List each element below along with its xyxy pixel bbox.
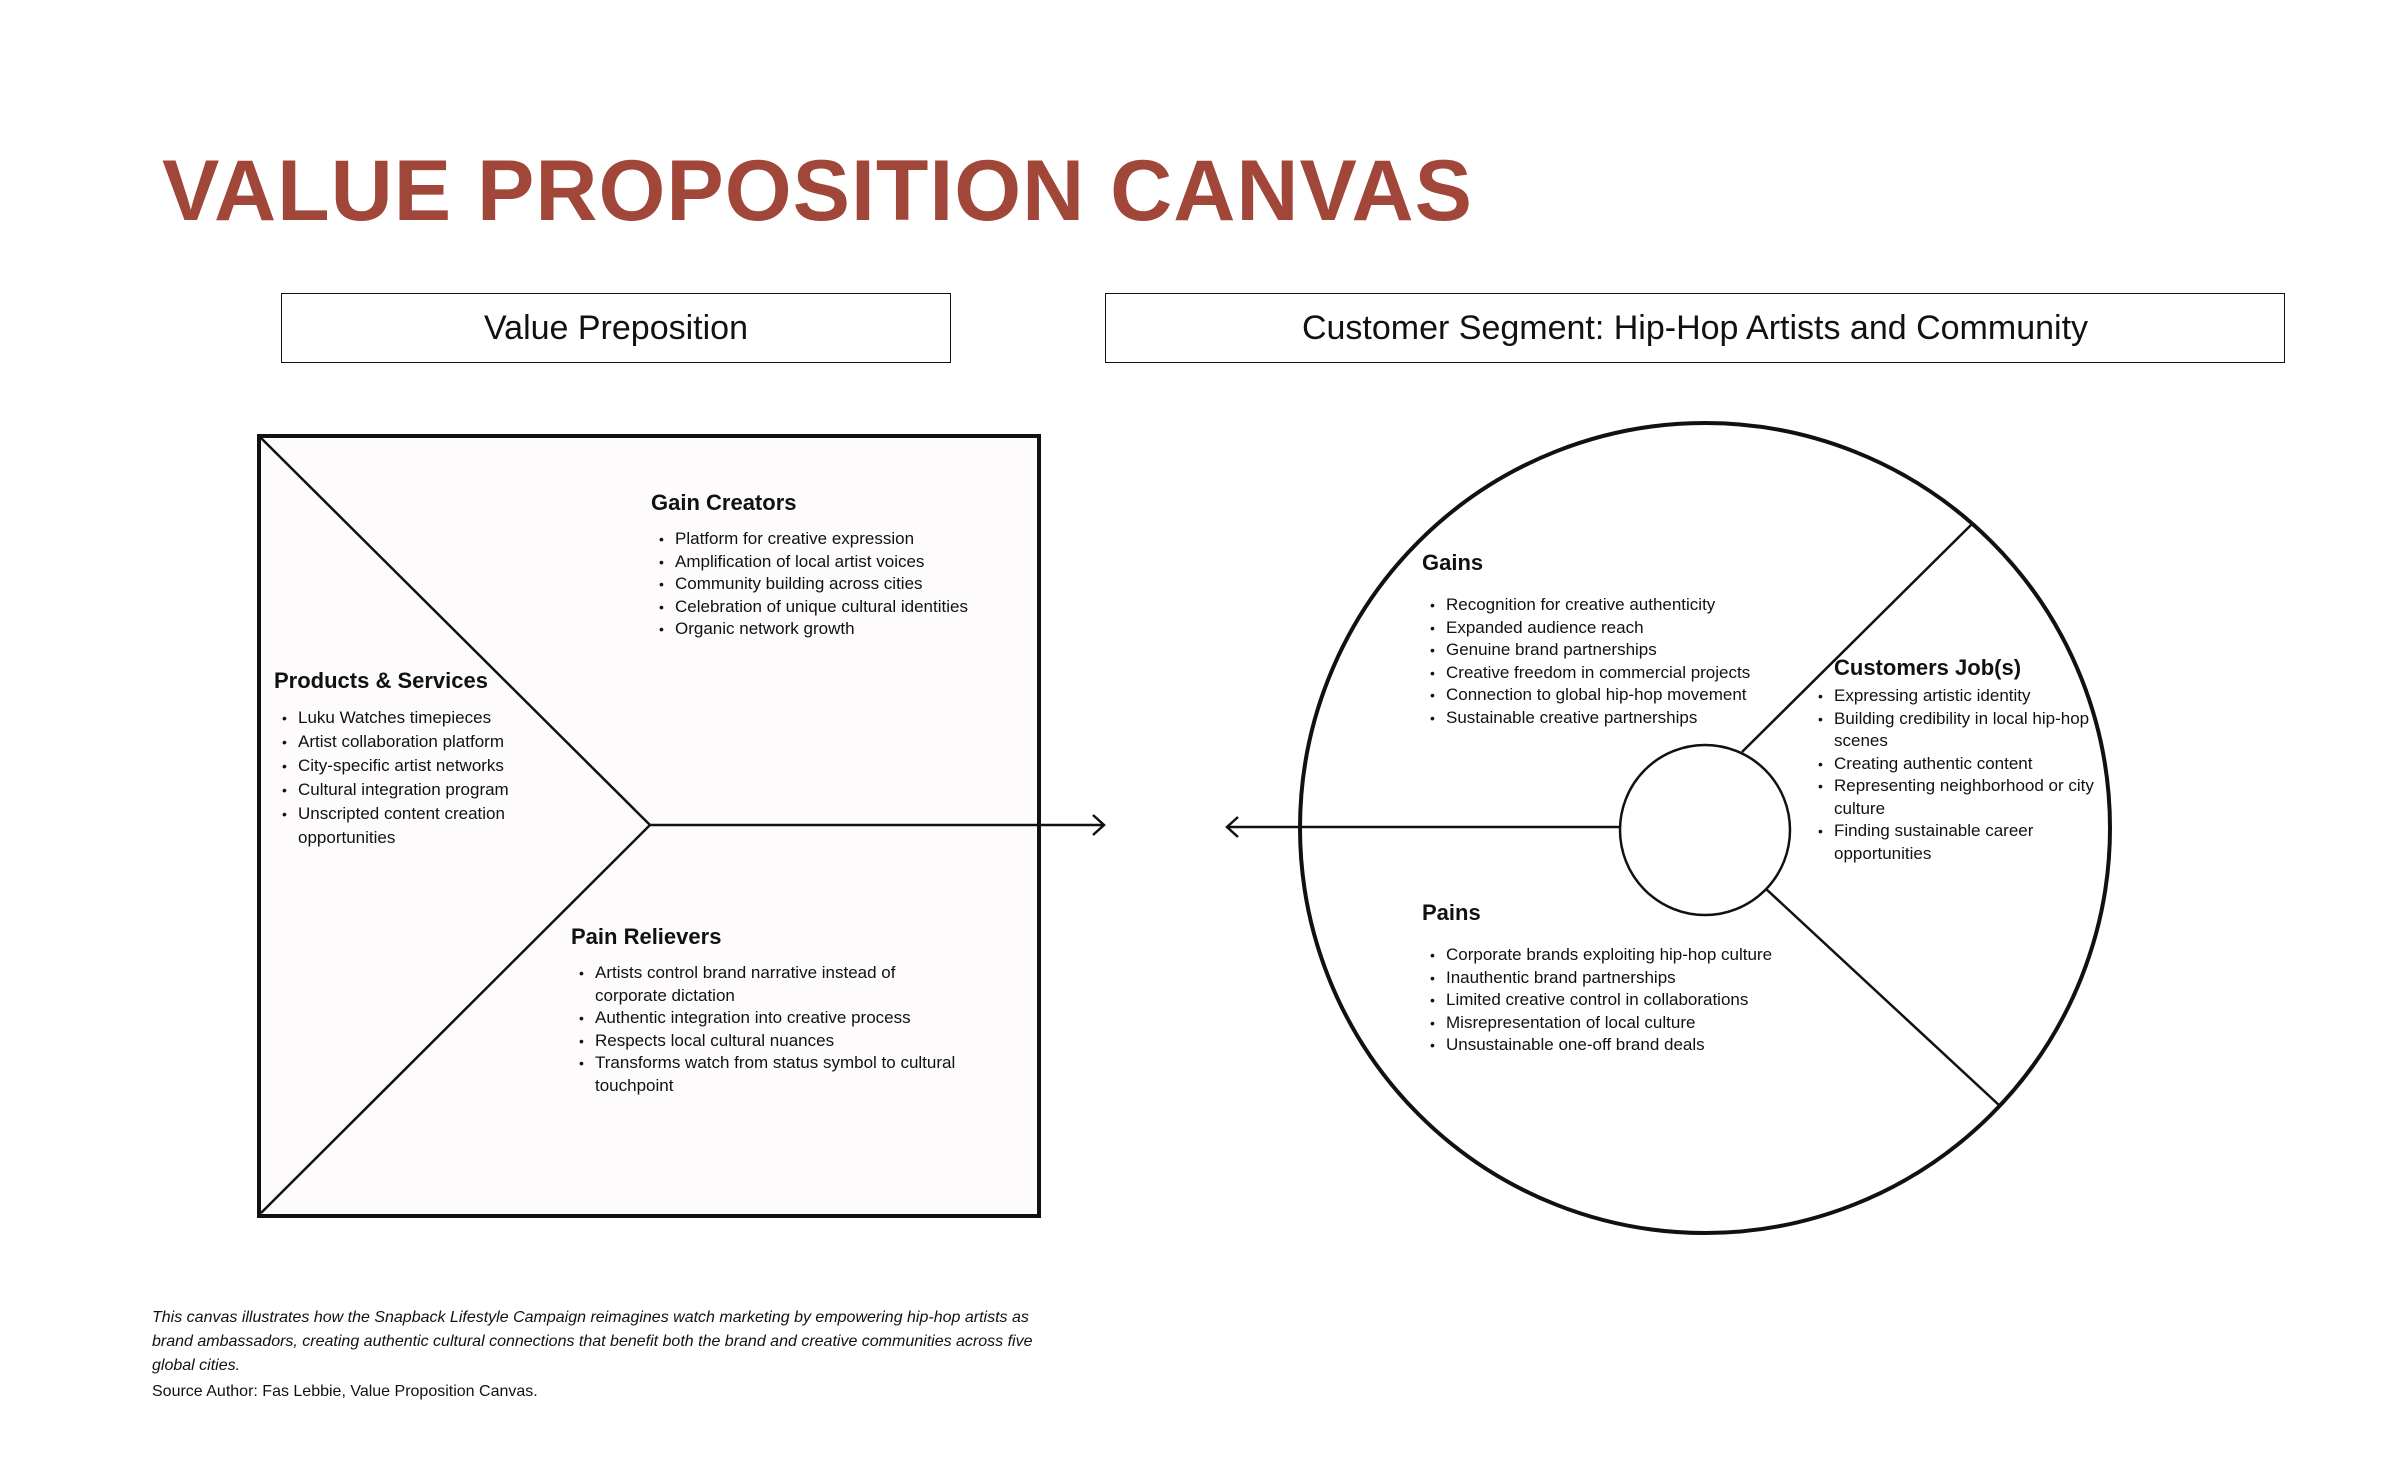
products-services-heading: Products & Services [274, 668, 488, 693]
gain-creators-heading: Gain Creators [651, 490, 797, 515]
gain-creators-section [651, 490, 971, 641]
gains-list [1422, 594, 1822, 729]
pain-relievers-section [571, 924, 971, 1097]
list-item: • Celebration of unique cultural identities [675, 596, 971, 619]
inner-circle [1620, 745, 1790, 915]
list-item: • Luku Watches timepieces [298, 706, 574, 730]
products-services-list [274, 706, 574, 850]
pains-list [1422, 944, 1842, 1057]
list-item: • Sustainable creative partnerships [1446, 707, 1822, 730]
list-item: • Creating authentic content [1834, 753, 2100, 776]
list-item: • Cultural integration program [298, 778, 574, 802]
pains-heading: Pains [1422, 900, 1481, 925]
gains-heading: Gains [1422, 550, 1484, 575]
list-item: • Building credibility in local hip-hop scenes [1834, 708, 2100, 753]
gain-creators-list [651, 528, 971, 641]
list-item: • Expressing artistic identity [1834, 685, 2100, 708]
list-item: • Misrepresentation of local culture [1446, 1012, 1842, 1035]
list-item: • Amplification of local artist voices [675, 551, 971, 574]
list-item: • Transforms watch from status symbol to cultural touchpoint [595, 1052, 971, 1097]
list-item: • Creative freedom in commercial projects [1446, 662, 1822, 685]
customer-jobs-heading: Customers Job(s) [1834, 655, 2022, 680]
list-item: • Artist collaboration platform [298, 730, 574, 754]
value-proposition-header-label: Value Preposition [484, 308, 748, 347]
list-item: • City-specific artist networks [298, 754, 574, 778]
pain-relievers-list [571, 962, 971, 1097]
list-item: • Limited creative control in collaborations [1446, 989, 1842, 1012]
list-item: • Inauthentic brand partnerships [1446, 967, 1842, 990]
source-credit: Source Author: Fas Lebbie, Value Proposition Canvas. [152, 1383, 538, 1400]
list-item: • Representing neighborhood or city culture [1834, 775, 2100, 820]
customer-jobs-list [1810, 685, 2100, 865]
list-item: • Community building across cities [675, 573, 971, 596]
list-item: • Expanded audience reach [1446, 617, 1822, 640]
list-item: • Unscripted content creation opportunities [298, 802, 574, 850]
list-item: • Platform for creative expression [675, 528, 971, 551]
caption-text: This canvas illustrates how the Snapback Lifestyle Campaign reimagines watch marketing by empowering hip-hop artists as brand ambassadors, creating authentic cultural connections that benefit both the brand and creative communities across five global cities. [152, 1309, 1033, 1374]
list-item: • Corporate brands exploiting hip-hop culture [1446, 944, 1842, 967]
list-item: • Unsustainable one-off brand deals [1446, 1034, 1842, 1057]
list-item: • Finding sustainable career opportunities [1834, 820, 2100, 865]
gains-section [1422, 550, 1822, 729]
page-title: VALUE PROPOSITION CANVAS [162, 143, 1473, 239]
pain-relievers-heading: Pain Relievers [571, 924, 722, 949]
list-item: • Connection to global hip-hop movement [1446, 684, 1822, 707]
customer-jobs-section [1810, 655, 2100, 865]
pains-section [1422, 900, 1842, 1057]
customer-segment-header-label: Customer Segment: Hip-Hop Artists and Community [1301, 308, 2089, 347]
list-item: • Recognition for creative authenticity [1446, 594, 1822, 617]
list-item: • Authentic integration into creative process [595, 1007, 971, 1030]
list-item: • Respects local cultural nuances [595, 1030, 971, 1053]
list-item: • Genuine brand partnerships [1446, 639, 1822, 662]
list-item: • Artists control brand narrative instead of corporate dictation [595, 962, 971, 1007]
products-services-section [274, 668, 574, 850]
list-item: • Organic network growth [675, 618, 971, 641]
